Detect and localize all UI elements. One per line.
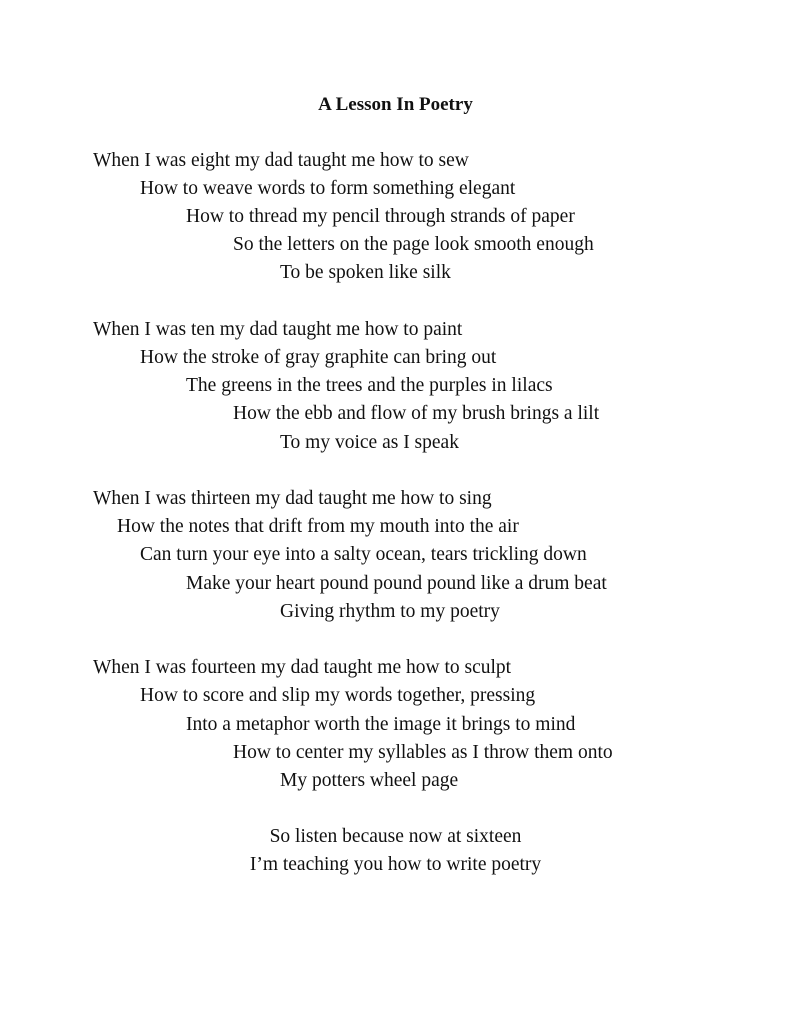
poem-title: A Lesson In Poetry	[318, 94, 473, 115]
poem-line: How to thread my pencil through strands of paper	[186, 206, 575, 227]
poem-line: How the stroke of gray graphite can bring out	[140, 347, 497, 368]
poem-line: Can turn your eye into a salty ocean, tears trickling down	[140, 544, 587, 565]
poem-line: How the ebb and flow of my brush brings a lilt	[233, 403, 600, 424]
poem-line: How to weave words to form something elegant	[140, 178, 516, 199]
poem-line: So the letters on the page look smooth enough	[233, 234, 594, 255]
poem-line: To be spoken like silk	[280, 262, 451, 283]
poem-line: Make your heart pound pound pound like a drum beat	[186, 573, 607, 594]
poem-line: To my voice as I speak	[280, 432, 459, 453]
poem-line: When I was ten my dad taught me how to paint	[93, 319, 463, 340]
poem-line: How to score and slip my words together, pressing	[140, 685, 536, 706]
poem-line: Giving rhythm to my poetry	[280, 601, 500, 622]
poem-line: I’m teaching you how to write poetry	[249, 854, 542, 875]
poem-line: Into a metaphor worth the image it brings to mind	[186, 714, 576, 735]
poem-line: So listen because now at sixteen	[269, 826, 522, 847]
poem-line: When I was fourteen my dad taught me how to sculpt	[93, 657, 512, 678]
poem-line: When I was eight my dad taught me how to sew	[93, 150, 469, 171]
poem-line: How the notes that drift from my mouth into the air	[117, 516, 519, 537]
poem-line: How to center my syllables as I throw them onto	[233, 742, 613, 763]
poem-line: The greens in the trees and the purples in lilacs	[186, 375, 553, 396]
poem-line: My potters wheel page	[280, 770, 459, 791]
poem-line: When I was thirteen my dad taught me how to sing	[93, 488, 492, 509]
